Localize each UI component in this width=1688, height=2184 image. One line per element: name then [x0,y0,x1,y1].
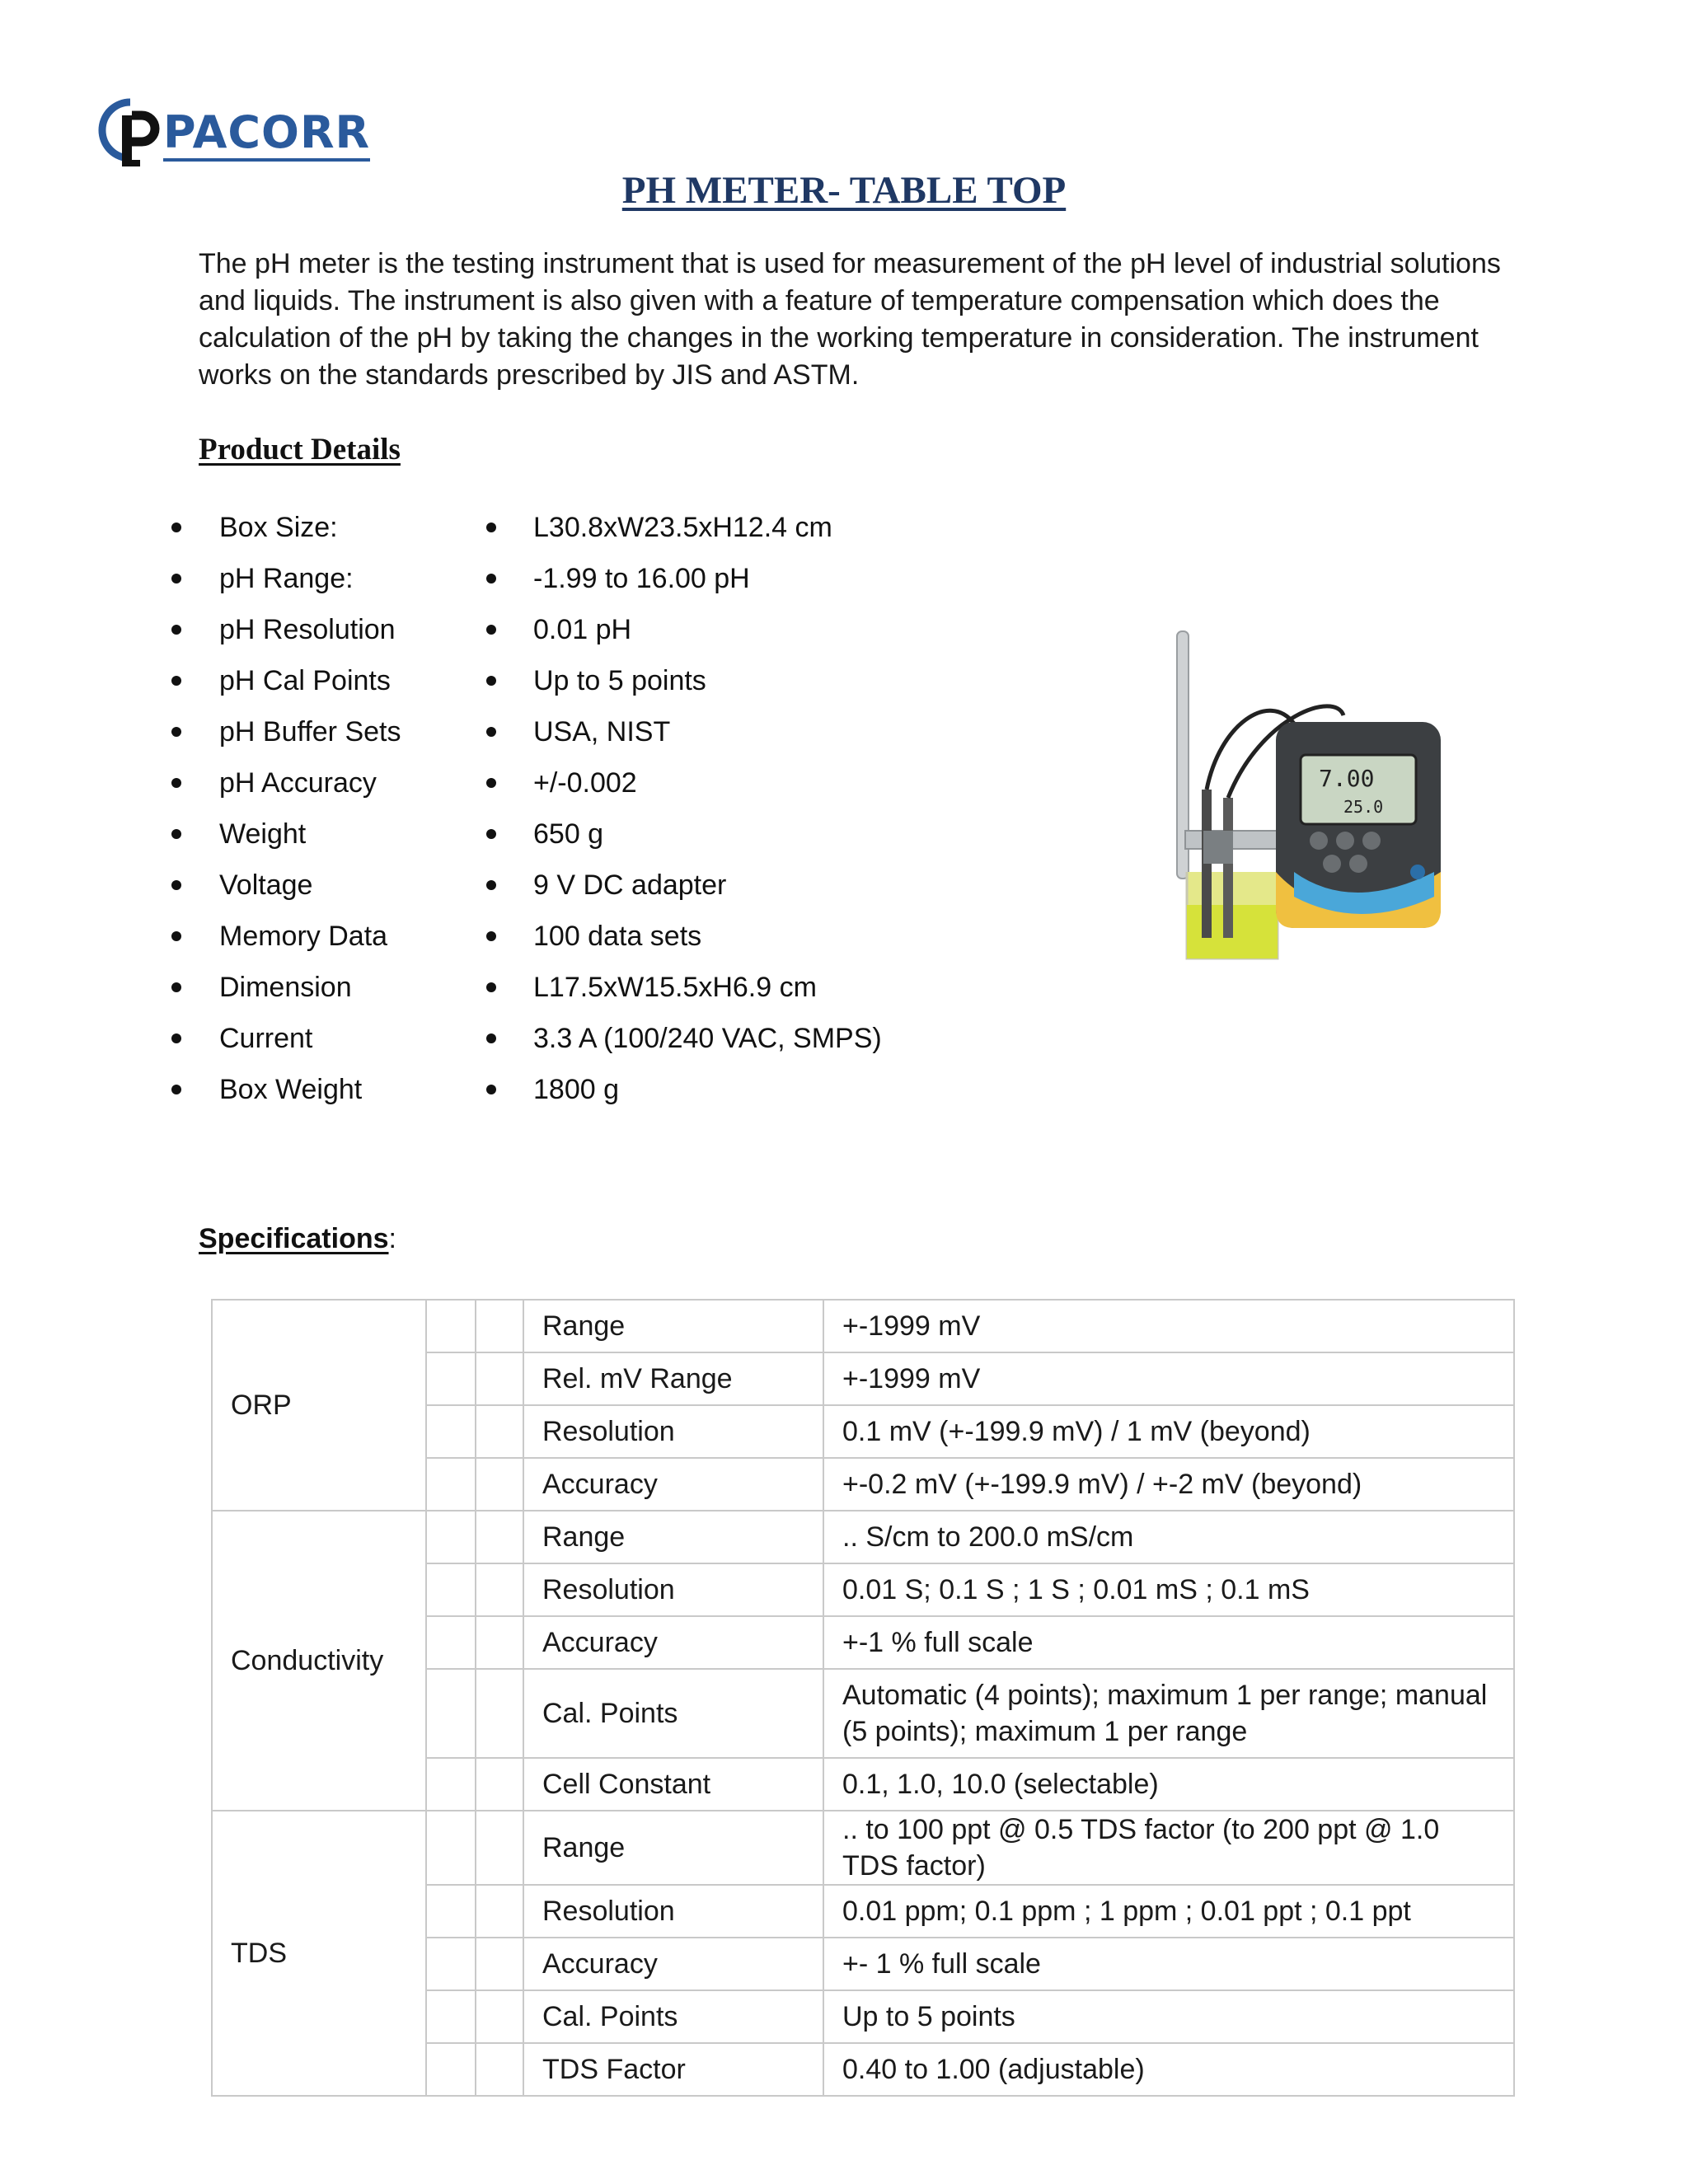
detail-value: L30.8xW23.5xH12.4 cm [533,512,832,543]
spacer-cell [476,1669,523,1758]
value-cell: 0.40 to 1.00 (adjustable) [823,2043,1514,2096]
spacer-cell [476,1938,523,1990]
spacer-cell [426,1990,476,2043]
detail-label: pH Range: [219,563,354,594]
detail-value: 0.01 pH [533,614,632,645]
detail-value: L17.5xW15.5xH6.9 cm [533,972,817,1003]
value-cell: +-1999 mV [823,1352,1514,1405]
param-cell: Accuracy [523,1616,823,1669]
param-cell: Accuracy [523,1938,823,1990]
specifications-table [211,1299,1515,2097]
value-cell: 0.01 S; 0.1 S ; 1 S ; 0.01 mS ; 0.1 mS [823,1563,1514,1616]
detail-label: Box Size: [219,512,338,543]
spacer-cell [476,1811,523,1885]
bullet-icon [171,880,181,890]
spacer-cell [426,1669,476,1758]
spacer-cell [476,1758,523,1811]
spacer-cell [426,1511,476,1563]
bullet-icon [486,778,496,788]
bullet-icon [171,574,181,583]
value-cell: 0.1 mV (+-199.9 mV) / 1 mV (beyond) [823,1405,1514,1458]
value-cell: +-0.2 mV (+-199.9 mV) / +-2 mV (beyond) [823,1458,1514,1511]
bullet-icon [171,1085,181,1094]
param-cell: Range [523,1300,823,1352]
detail-label: Current [219,1023,313,1054]
spacer-cell [476,1563,523,1616]
param-cell: TDS Factor [523,2043,823,2096]
bullet-icon [171,829,181,839]
ph-meter-illustration [1170,625,1459,963]
param-cell: Cell Constant [523,1758,823,1811]
bullet-icon [486,625,496,635]
detail-label: pH Accuracy [219,767,377,799]
specifications-heading-text: Specifications [199,1223,389,1254]
spacer-cell [476,1511,523,1563]
detail-label: Memory Data [219,921,388,952]
param-cell: Resolution [523,1563,823,1616]
bullet-icon [486,1085,496,1094]
detail-value: 1800 g [533,1074,619,1105]
bullet-icon [486,982,496,992]
spacer-cell [426,1616,476,1669]
spacer-cell [426,1300,476,1352]
spacer-cell [426,1938,476,1990]
intro-paragraph [199,246,1517,394]
spacer-cell [476,1352,523,1405]
value-cell: +-1 % full scale [823,1616,1514,1669]
spacer-cell [476,1300,523,1352]
spacer-cell [426,1885,476,1938]
page-title: PH METER- TABLE TOP [621,169,1067,212]
param-cell: Resolution [523,1405,823,1458]
bullet-icon [486,880,496,890]
detail-label: pH Buffer Sets [219,716,401,748]
spacer-cell [476,1885,523,1938]
detail-value: 3.3 A (100/240 VAC, SMPS) [533,1023,882,1054]
table-row [212,1811,1514,1885]
bullet-icon [171,778,181,788]
value-cell: .. S/cm to 200.0 mS/cm [823,1511,1514,1563]
bullet-icon [171,625,181,635]
detail-value: 9 V DC adapter [533,869,727,901]
spacer-cell [426,1758,476,1811]
detail-value: 650 g [533,818,604,850]
product-image [1170,625,1459,967]
detail-value: -1.99 to 16.00 pH [533,563,750,594]
value-cell: Up to 5 points [823,1990,1514,2043]
spacer-cell [426,1458,476,1511]
param-cell: Rel. mV Range [523,1352,823,1405]
specifications-heading [199,1223,396,1255]
bullet-icon [486,727,496,737]
param-cell: Cal. Points [523,1990,823,2043]
spacer-cell [426,1563,476,1616]
group-tds: TDS [212,1811,426,2096]
value-cell: 0.1, 1.0, 10.0 (selectable) [823,1758,1514,1811]
value-cell: Automatic (4 points); maximum 1 per range; manual (5 points); maximum 1 per range [823,1669,1514,1758]
value-cell: .. to 100 ppt @ 0.5 TDS factor (to 200 ppt @ 1.0 TDS factor) [823,1811,1514,1885]
detail-label: Voltage [219,869,313,901]
group-orp: ORP [212,1300,426,1511]
bullet-icon [171,1033,181,1043]
bullet-icon [171,523,181,532]
spacer-cell [426,1811,476,1885]
param-cell: Accuracy [523,1458,823,1511]
spacer-cell [476,2043,523,2096]
pacorr-logo-icon [97,97,162,168]
detail-value: 100 data sets [533,921,702,952]
bullet-icon [171,931,181,941]
detail-label: Weight [219,818,307,850]
spacer-cell [426,2043,476,2096]
bullet-icon [171,727,181,737]
intro-text: The pH meter is the testing instrument that is used for measurement of the pH level of industrial solutions and liquids. The instrument is also given with a feature of temperature compensation which does the calculation of the pH by taking the changes in the working temperature in consideration. The instrument works on the standards prescribed by JIS and ASTM. [199,248,1501,391]
detail-value: Up to 5 points [533,665,706,696]
spacer-cell [476,1458,523,1511]
bullet-icon [486,523,496,532]
spacer-cell [476,1616,523,1669]
detail-label: Dimension [219,972,352,1003]
group-conductivity: Conductivity [212,1511,426,1811]
display-reading-2: 25.0 [1343,797,1384,817]
specifications-heading-colon: : [388,1223,396,1254]
value-cell: 0.01 ppm; 0.1 ppm ; 1 ppm ; 0.01 ppt ; 0.1 ppt [823,1885,1514,1938]
detail-value: USA, NIST [533,716,671,748]
company-logo [97,97,370,168]
detail-label: pH Resolution [219,614,396,645]
bullet-icon [171,676,181,686]
bullet-icon [486,1033,496,1043]
param-cell: Range [523,1811,823,1885]
logo-text: PACORR [163,107,370,162]
detail-label: Box Weight [219,1074,363,1105]
bullet-icon [171,982,181,992]
table-row [212,1300,1514,1352]
value-cell: +-1999 mV [823,1300,1514,1352]
spacer-cell [476,1405,523,1458]
param-cell: Resolution [523,1885,823,1938]
bullet-icon [486,676,496,686]
display-reading-1: 7.00 [1319,765,1375,792]
param-cell: Cal. Points [523,1669,823,1758]
bullet-icon [486,574,496,583]
product-details-heading: Product Details [199,433,401,466]
table-row [212,1511,1514,1563]
detail-value: +/-0.002 [533,767,637,799]
spacer-cell [426,1405,476,1458]
param-cell: Range [523,1511,823,1563]
bullet-icon [486,829,496,839]
value-cell: +- 1 % full scale [823,1938,1514,1990]
spacer-cell [426,1352,476,1405]
spacer-cell [476,1990,523,2043]
bullet-icon [486,931,496,941]
detail-label: pH Cal Points [219,665,391,696]
